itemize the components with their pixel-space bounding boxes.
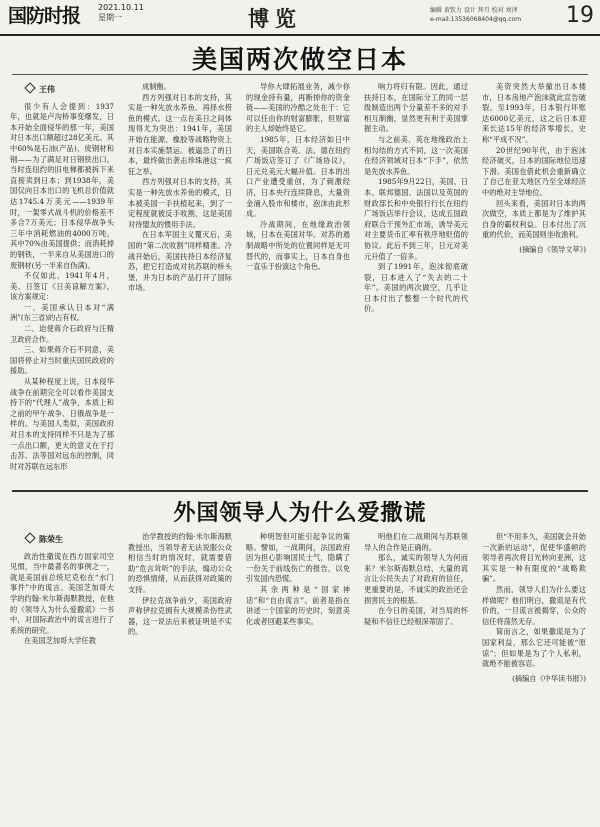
article-1-author: 王伟 [39, 85, 55, 94]
paragraph: 20世纪90年代，由于泡沫经济破灭，日本的国际地位迅速下滑。美国也借此机会重新确立了自己在亚太地区乃至全球经济中的绝对主导地位。 [482, 145, 586, 197]
paragraph: 成制衡。 [142, 82, 171, 91]
issue-date-block [98, 3, 144, 23]
paragraph: 导你大肆拓展业务，减少你的现金持有量，再断掉你的资金链——美国的冷酷之处在于：它可以任由你的财富膨胀，但财富的主人却始终是它。 [246, 82, 350, 134]
paragraph: 西方列强对日本的支持，其实是一种先放水养鱼的模式，日本被美国一手扶植起来，到了一定程度就被反手收割，这是美国对待盟友的惯用手法。 [128, 177, 232, 229]
article-divider [12, 490, 588, 492]
paragraph: 与之前美、英在地缘政治上相勾结的方式不同，这一次美国在经济领域对日本“下手”，依然是先放水养鱼。 [364, 134, 468, 176]
issue-date: 2021.10.11 [98, 3, 144, 12]
paragraph: 一、美国承认日本对“满洲”(东三省)的占有权。 [10, 302, 114, 323]
newspaper-logo: 国防时报 [8, 5, 81, 27]
editor-names: 编辑 黄钦力 设计 拜月 校对 刘泽 [430, 7, 518, 14]
article-1-headline: 美国两次做空日本 [191, 45, 408, 74]
paragraph: 不仅如此，1941年4月，美、日签订《日美谅解方案》，该方案规定： [10, 271, 114, 302]
paragraph: 治学教授的约翰·米尔斯海默教授出，当领导者无法说服公众相信当时的情况时，就需要借助“危言耸听”的手法，煽动公众的恐惧情绪，从而获得对政策的支持。 [128, 532, 232, 594]
paragraph: 简而言之，如果撒谎是为了国家利益，那么它还可能被“原谅”；但如果是为了个人私利，就绝不能被容忍。 [482, 627, 586, 669]
paragraph: 明他们在二战期间与苏联领导人的合作是正确的。 [364, 532, 468, 552]
editor-credits [430, 6, 560, 24]
paragraph: 从某种程度上说，日本侵华战争在前期完全可以看作美国支持下的“代理人”战争，本质上和之前的甲午战争、日俄战争是一样的。与美国人类似，美国政府对日本的支持同样不只是为了那一点出口额，更大的意义在于打击苏、法等国对远东的控制，同时对苏联在远东形 [10, 377, 114, 471]
paragraph: 在美国芝加哥大学任教 [24, 636, 96, 646]
article-2-column-4 [364, 532, 468, 820]
paragraph: 西方列强对日本的支持，其实是一种先放水养鱼、再择水捞鱼的模式。这一点在美日之间体现得尤为突出：1941年，美国开始在能源、橡胶等战略物资上对日本实施禁运。被逼急了的日本，最终做出袭击珍珠港这一疯狂之举。 [128, 92, 232, 176]
article-2-column-5 [482, 532, 586, 820]
paragraph: 回头来看，美国对日本的两次做空，本质上都是为了维护其自身的霸权利益。日本付出了沉重的代价，而美国则坐收渔利。 [482, 198, 586, 240]
article-1-column-2 [128, 82, 232, 482]
article-2-body [10, 532, 590, 820]
article-2-author: 陈荣生 [39, 535, 63, 544]
paragraph: 种明智但可能引起争议的策略。譬如，一战期间，法国政府因为担心影响国民士气，隐瞒了一份关于前线伤亡的报告，以免引发国内恐慌。 [246, 532, 350, 584]
headline-rule [12, 74, 588, 75]
editor-email: e-mail:13536068404@qq.com [430, 16, 522, 23]
article-1-body [10, 82, 590, 482]
paragraph: 到了1991年，泡沫彻底破裂，日本进入了“失去的二十年”。美国的两次做空，几乎让日本付出了整整一个时代的代价。 [364, 262, 468, 314]
paragraph: 1985年，日本经济如日中天，美国联合英、法、德在纽约广场饭店签订了《广场协议》，日元兑美元大幅升值。日本的出口产业遭受重创，为了刺激经济，日本央行连续降息，大量资金涌入股市和楼市，泡沫由此形成。 [246, 134, 350, 219]
article-2-column-2 [128, 532, 232, 820]
diamond-bullet-icon [24, 82, 35, 93]
article-1-column-5 [482, 82, 586, 482]
article-1-column-1 [10, 82, 114, 482]
paragraph: 然而，领导人们为什么要这样做呢？他们明白，撒谎是有代价的，一旦谎言被揭穿，公众的信任将荡然无存。 [482, 584, 586, 626]
paragraph: 但“不用多久，美国就会开始一次新的运动”，促使华盛顿的领导者再次将目光转向亚洲，这其实是一种有限度的“战略欺骗”。 [482, 532, 586, 584]
paragraph: 在日本军国主义覆灭后，美国的“第二次收割”同样精准。冷战开始后，美国扶持日本经济复苏，把它打造成对抗苏联的桥头堡，并为日本的产品打开了国际市场。 [128, 230, 232, 293]
paragraph: 三、如果蒋介石不同意，美国将停止对当时重庆国民政府的援助。 [10, 345, 114, 376]
diamond-bullet-icon [24, 532, 35, 543]
paragraph: 很少有人会提到：1937年，也就是卢沟桥事变爆发，日本开始全面侵华的那一年，美国对日本出口额超过28亿美元。其中60%是石油(产品)、废钢材和钢——为了满足对日钢铁出口，当时连纽约的旧电梯都被拆下来直接卖到日本；到1938年，美国仅向日本出口的飞机总价值就达1745.4万美元——1939年时，一架零式战斗机的价格差不多合7万美元；日本侵华战争头三年中消耗燃油的4000万吨，其中70%由美国提供；而消耗掉的钢铁，一半来自从美国进口的废钢材(另一半来自伪满)。 [10, 101, 114, 270]
masthead [0, 0, 600, 36]
paragraph: 1985年9月22日，美国、日本、联邦德国、法国以及英国的财政部长和中央银行行长在纽约广场饭店举行会议，达成五国政府联合干预外汇市场，诱导美元对主要货币汇率有秩序地贬值的协议。此后不到三年，日元对美元升值了一倍多。 [364, 177, 468, 261]
paragraph: 政治性撒谎在西方国家司空见惯，当中最著名的事例之一，就是美国前总统尼克松在“水门事件”中的谎言。美国芝加哥大学的约翰·米尔斯海默教授，在他的《领导人为什么爱撒谎》一书中，对国际政治中的谎言进行了系统的研究。 [10, 551, 114, 635]
paragraph: 那么，诚实的领导人为何而来？米尔斯海默总结，大量的谎言让公民失去了对政府的信任，更重要的是，不诚实的政治还会损害民主的根基。 [364, 553, 468, 605]
paragraph: 伊拉克战争前夕，美国政府声称伊拉克拥有大规模杀伤性武器，这一说法后来被证明是不实的。 [128, 595, 232, 637]
paragraph: 二、迫使蒋介石政府与汪精卫政府合作。 [10, 324, 114, 344]
article-1-credit: (摘编自《领导文萃》) [519, 244, 586, 254]
paragraph: 响力将归有限。因此，通过扶持日本，在国际分工的同一层级制造出两个分量差不多的对手相互制衡，显然更有利于美国掌握主动。 [364, 82, 468, 134]
article-2-headline: 外国领导人为什么爱撒谎 [173, 501, 427, 526]
paragraph: 其余两种是“国家神话”和“自由谎言”。前者是指在讲述一个国家的历史时，刻意美化或者回避某些事实。 [246, 584, 350, 626]
article-2-column-3 [246, 532, 350, 820]
section-title: 博览 [248, 6, 302, 31]
paragraph: 冷战期间，在地缘政治领域，日本在美国对华、对苏的遏制战略中所处的位置同样是无可替代的，而事实上，日本自身也一直乐于扮演这个角色。 [246, 219, 350, 272]
article-2-byline [26, 534, 114, 546]
article-2-column-1 [10, 532, 114, 820]
paragraph: 在今日的美国，对当局的怀疑和不信任已经根深蒂固了。 [364, 606, 468, 626]
page-number: 19 [566, 3, 594, 28]
article-1-column-4 [364, 82, 468, 482]
paragraph: 美资突然大举撤出日本楼市，日本房地产泡沫就此宣告破裂。至1993年，日本银行坏账达6000亿美元，这之后日本迎来长达15年的经济零增长，史称“平成不况”。 [482, 82, 586, 144]
article-1-byline [26, 84, 114, 96]
article-2-credit: (摘编自《中华读书报》) [512, 673, 586, 683]
article-1-column-3 [246, 82, 350, 482]
issue-weekday: 星期一 [98, 13, 122, 22]
